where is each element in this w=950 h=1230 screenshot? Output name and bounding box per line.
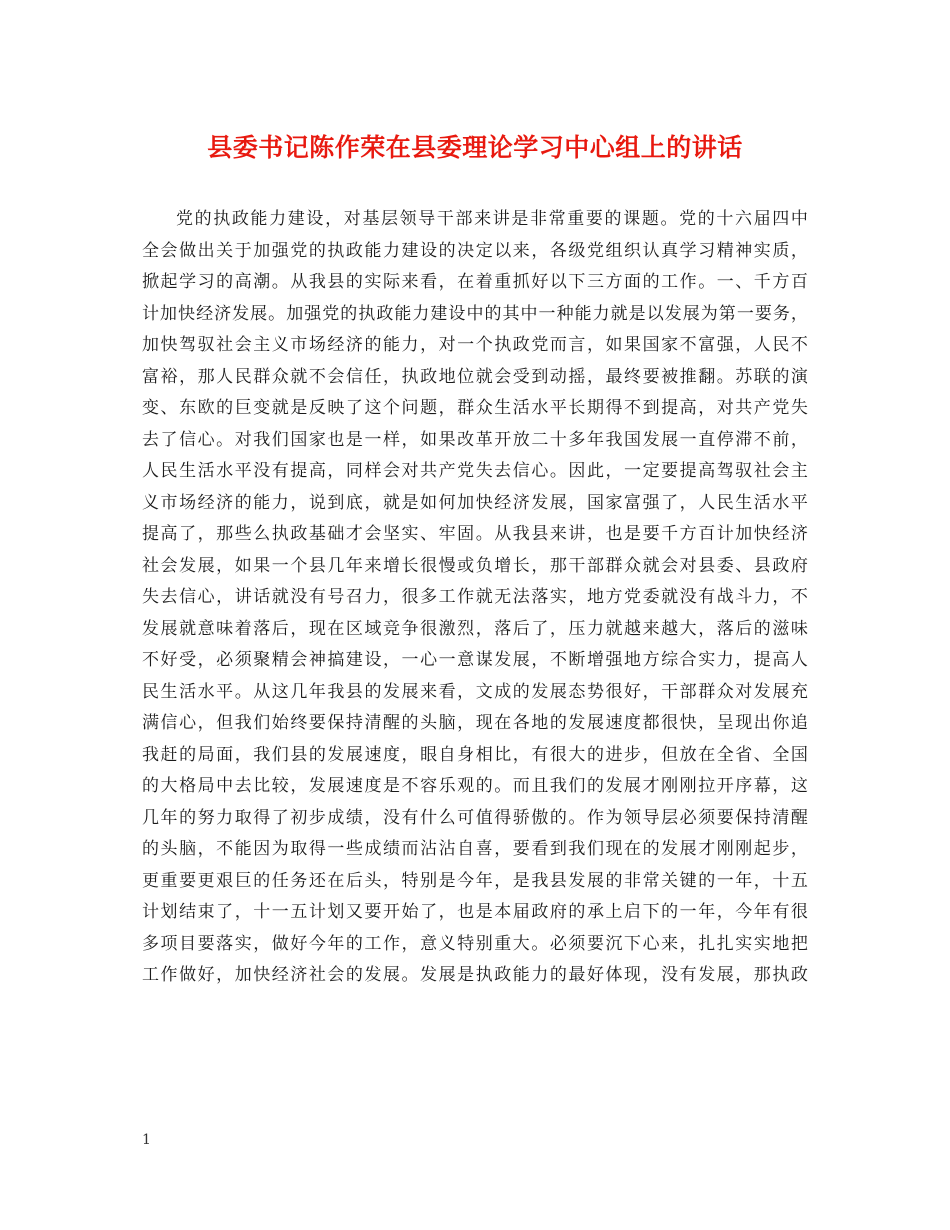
text-line: 满信心，但我们始终要保持清醒的头脑，现在各地的发展速度都很快，呈现出你追 <box>142 713 808 733</box>
text-line: 人民生活水平没有提高，同样会对共产党失去信心。因此，一定要提高驾驭社会主 <box>142 461 808 481</box>
document-title: 县委书记陈作荣在县委理论学习中心组上的讲话 <box>207 133 743 162</box>
text-line: 全会做出关于加强党的执政能力建设的决定以来，各级党组织认真学习精神实质， <box>142 240 808 261</box>
text-line: 提高了，那些么执政基础才会坚实、牢固。从我县来讲，也是要千方百计加快经济 <box>142 524 808 544</box>
text-line: 更重要更艰巨的任务还在后头，特别是今年，是我县发展的非常关键的一年，十五 <box>142 870 808 891</box>
text-line: 党的执政能力建设，对基层领导干部来讲是非常重要的课题。党的十六届四中 <box>176 209 808 229</box>
text-line: 的头脑，不能因为取得一些成绩而沾沾自喜，要看到我们现在的发展才刚刚起步， <box>142 839 808 859</box>
text-line: 义市场经济的能力，说到底，就是如何加快经济发展，国家富强了，人民生活水平 <box>142 492 808 513</box>
text-line: 掀起学习的高潮。从我县的实际来看，在着重抓好以下三方面的工作。一、千方百 <box>142 272 808 292</box>
text-line: 多项目要落实，做好今年的工作，意义特别重大。必须要沉下心来，扎扎实实地把 <box>142 933 808 954</box>
text-line: 工作做好，加快经济社会的发展。发展是执政能力的最好体现，没有发展，那执政 <box>142 965 808 985</box>
text-line: 几年的努力取得了初步成绩，没有什么可值得骄傲的。作为领导层必须要保持清醒 <box>142 807 808 828</box>
body-paragraph <box>142 204 808 992</box>
text-line: 去了信心。对我们国家也是一样，如果改革开放二十多年我国发展一直停滞不前， <box>142 429 808 450</box>
text-line: 计划结束了，十一五计划又要开始了，也是本届政府的承上启下的一年，今年有很 <box>142 902 808 922</box>
text-line: 计加快经济发展。加强党的执政能力建设中的其中一种能力就是以发展为第一要务， <box>142 303 808 324</box>
text-line: 发展就意味着落后，现在区域竞争很激烈，落后了，压力就越来越大，落后的滋味 <box>142 618 808 639</box>
text-line: 社会发展，如果一个县几年来增长很慢或负增长，那干部群众就会对县委、县政府 <box>142 555 808 576</box>
text-line: 富裕，那人民群众就不会信任，执政地位就会受到动摇，最终要被推翻。苏联的演 <box>142 366 808 387</box>
text-line: 民生活水平。从这几年我县的发展来看，文成的发展态势很好，干部群众对发展充 <box>142 681 808 702</box>
text-line: 不好受，必须聚精会神搞建设，一心一意谋发展，不断增强地方综合实力，提高人 <box>142 650 808 670</box>
text-line: 变、东欧的巨变就是反映了这个问题，群众生活水平长期得不到提高，对共产党失 <box>142 398 808 418</box>
text-line: 失去信心，讲话就没有号召力，很多工作就无法落实，地方党委就没有战斗力，不 <box>142 587 808 607</box>
text-line: 的大格局中去比较，发展速度是不容乐观的。而且我们的发展才刚刚拉开序幕，这 <box>142 776 808 796</box>
text-line: 加快驾驭社会主义市场经济的能力，对一个执政党而言，如果国家不富强，人民不 <box>142 335 808 355</box>
text-line: 我赶的局面，我们县的发展速度，眼自身相比，有很大的进步，但放在全省、全国 <box>142 744 808 765</box>
page-number: 1 <box>142 1132 151 1148</box>
